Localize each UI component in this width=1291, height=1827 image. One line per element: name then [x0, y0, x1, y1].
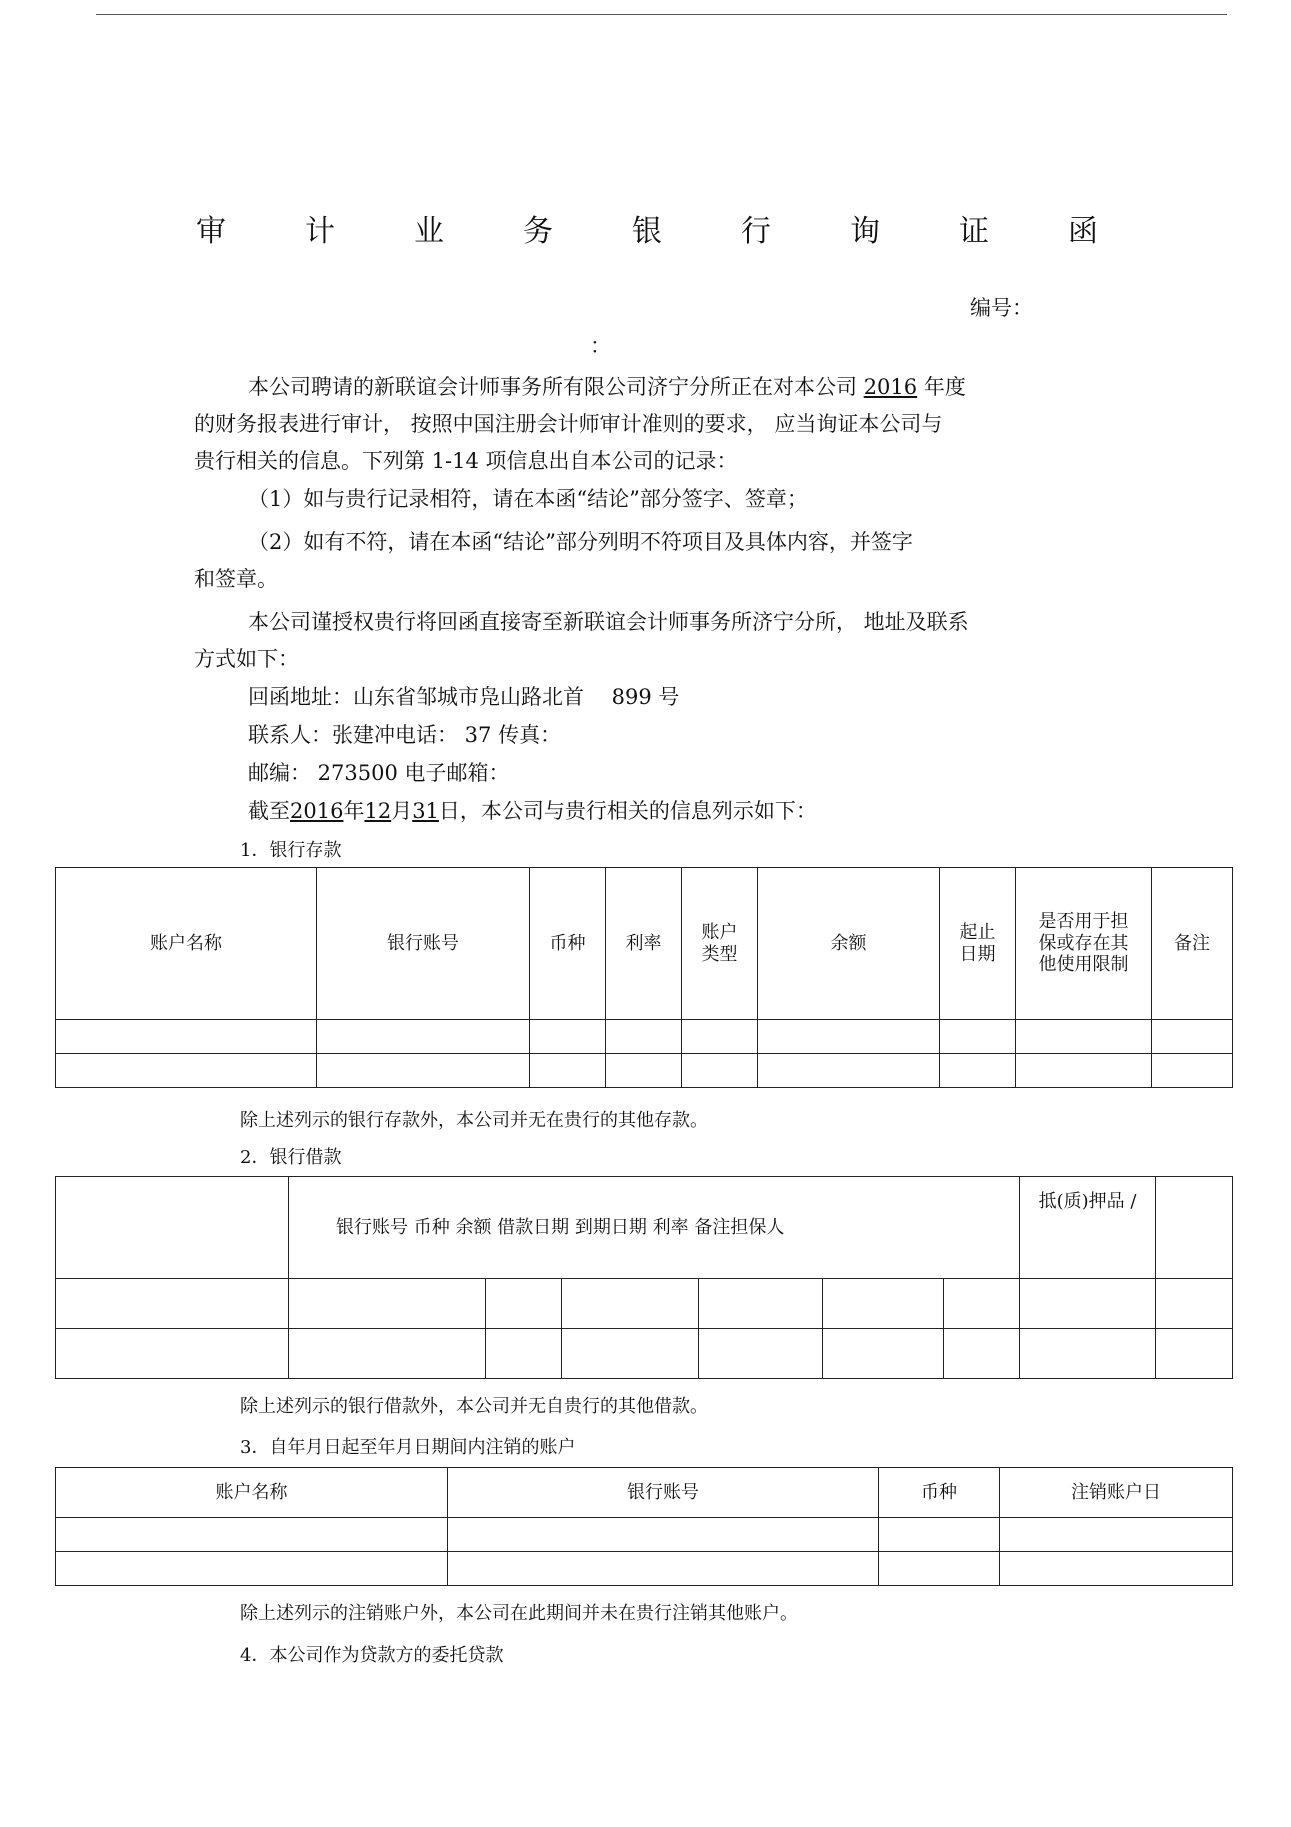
table-row: [56, 1020, 1233, 1054]
table-cell: [940, 1020, 1016, 1054]
section-2-note: 除上述列示的银行借款外，本公司并无自贵行的其他借款。: [240, 1396, 708, 1417]
table-cell: [699, 1329, 823, 1379]
table-cell: [944, 1329, 1020, 1379]
intro-line-1-text: 本公司聘请的新联谊会计师事务所有限公司济宁分所正在对本公司: [248, 375, 857, 399]
instruction-2-cont: 和签章。: [194, 567, 278, 591]
table-header-row: [56, 1468, 1233, 1518]
table-cell: [289, 1279, 486, 1329]
table-row: [56, 1279, 1233, 1329]
authorization-line-2: 方式如下：: [194, 647, 299, 671]
title-char: 计: [305, 214, 335, 249]
title-char: 业: [414, 214, 444, 249]
table-cell: [1020, 1329, 1156, 1379]
closed-accounts-table: [55, 1467, 1233, 1586]
header-account-type: [682, 868, 758, 1020]
header-bank-account: 银行账号: [317, 868, 530, 1020]
table-cell: [940, 1054, 1016, 1088]
table-cell: [1152, 1020, 1233, 1054]
table-cell: [1016, 1020, 1152, 1054]
authorization-line-1: 本公司谨授权贵行将回函直接寄至新联谊会计师事务所济宁分所， 地址及联系: [248, 610, 969, 634]
table-cell: [1152, 1054, 1233, 1088]
table-cell: [682, 1054, 758, 1088]
as-of-suffix: 日，本公司与贵行相关的信息列示如下：: [438, 799, 817, 823]
title-char: 银: [632, 214, 662, 249]
page-title: [196, 206, 1096, 250]
table-row: [56, 1329, 1233, 1379]
table-cell: [606, 1020, 682, 1054]
header-pledge-2: 保或存在其: [1038, 932, 1129, 954]
table-cell: [56, 1518, 448, 1552]
table-cell: [1000, 1552, 1233, 1586]
section-3-title: 3．自年月日起至年月日期间内注销的账户: [240, 1437, 576, 1458]
intro-line-1-tail: 年度: [923, 375, 966, 399]
table-cell: [486, 1329, 562, 1379]
contact-info: 联系人：张建冲电话： 37 传真：: [248, 723, 562, 747]
table-cell: [56, 1020, 317, 1054]
table-cell: [486, 1279, 562, 1329]
intro-line-3: 贵行相关的信息。下列第 1-14 项信息出自本公司的记录：: [194, 449, 738, 473]
header-dates: [940, 868, 1016, 1020]
as-of-statement: [248, 799, 817, 824]
table-cell: [606, 1054, 682, 1088]
table-cell: [448, 1518, 879, 1552]
deposit-table: [55, 867, 1233, 1088]
audit-year: 2016: [863, 375, 918, 399]
header-currency: 币种: [530, 868, 606, 1020]
loan-header-labels: 银行账号 币种 余额 借款日期 到期日期 利率 备注担保人: [289, 1177, 1020, 1279]
title-char: 行: [741, 214, 771, 249]
section-4-title: 4．本公司作为贷款方的委托贷款: [240, 1645, 504, 1666]
reply-address: 回函地址：山东省邹城市凫山路北首 899 号: [248, 685, 680, 709]
table-row: [56, 1518, 1233, 1552]
title-char: 务: [523, 214, 553, 249]
as-of-prefix: 截至: [248, 799, 290, 823]
as-of-year: 2016: [290, 799, 344, 823]
as-of-month-unit: 月: [391, 799, 413, 823]
table-cell: [758, 1020, 940, 1054]
table-cell: [448, 1552, 879, 1586]
table-cell: [1020, 1279, 1156, 1329]
header-collateral: 抵(质)押品 /: [1020, 1177, 1156, 1279]
section-1-note: 除上述列示的银行存款外，本公司并无在贵行的其他存款。: [240, 1110, 708, 1131]
loan-table: [55, 1176, 1233, 1379]
table-cell: [823, 1329, 944, 1379]
table-cell: [562, 1329, 699, 1379]
header-balance: 余额: [758, 868, 940, 1020]
header-dates-1: 起止: [959, 921, 996, 943]
table-cell: [562, 1279, 699, 1329]
as-of-year-unit: 年: [343, 799, 365, 823]
section-1-title: 1．银行存款: [240, 840, 342, 861]
header-account-type-1: 账户: [701, 921, 738, 943]
title-char: 询: [850, 214, 880, 249]
header-bank-account: 银行账号: [448, 1468, 879, 1518]
table-cell: [530, 1020, 606, 1054]
table-cell: [289, 1329, 486, 1379]
intro-line-2: 的财务报表进行审计， 按照中国注册会计师审计准则的要求， 应当询证本公司与: [194, 412, 943, 436]
table-cell: [1000, 1518, 1233, 1552]
table-cell: [56, 1054, 317, 1088]
top-rule: [96, 14, 1227, 15]
header-pledge-3: 他使用限制: [1038, 954, 1129, 976]
header-account-name: 账户名称: [56, 868, 317, 1020]
header-account-type-2: 类型: [701, 943, 738, 965]
table-header-row: [56, 1177, 1233, 1279]
table-cell: [530, 1054, 606, 1088]
table-cell: [758, 1054, 940, 1088]
table-cell: [56, 1279, 289, 1329]
header-rate: 利率: [606, 868, 682, 1020]
table-row: [56, 1054, 1233, 1088]
intro-line-1: [248, 375, 966, 400]
header-pledge: [1016, 868, 1152, 1020]
table-cell: [1156, 1279, 1233, 1329]
table-cell: [1156, 1177, 1233, 1279]
table-cell: [699, 1279, 823, 1329]
table-cell: [317, 1020, 530, 1054]
title-char: 证: [959, 214, 989, 249]
title-char: 函: [1068, 214, 1098, 249]
table-cell: [823, 1279, 944, 1329]
header-account-name: 账户名称: [56, 1468, 448, 1518]
table-cell: [317, 1054, 530, 1088]
table-cell: [1016, 1054, 1152, 1088]
table-cell: [879, 1552, 1000, 1586]
table-cell: [879, 1518, 1000, 1552]
title-char: 审: [196, 214, 226, 249]
header-currency: 币种: [879, 1468, 1000, 1518]
number-label: 编号：: [970, 296, 1033, 320]
table-row: [56, 1552, 1233, 1586]
table-cell: [56, 1329, 289, 1379]
table-cell: [944, 1279, 1020, 1329]
instruction-1: （1）如与贵行记录相符，请在本函“结论”部分签字、签章；: [248, 487, 808, 511]
instruction-2: （2）如有不符，请在本函“结论”部分列明不符项目及具体内容，并签字: [248, 530, 913, 554]
addressee-colon: ：: [590, 334, 611, 358]
header-pledge-1: 是否用于担: [1038, 911, 1129, 933]
header-closed-date: 注销账户日: [1000, 1468, 1233, 1518]
table-cell: [56, 1177, 289, 1279]
table-cell: [56, 1552, 448, 1586]
header-dates-2: 日期: [959, 943, 996, 965]
section-3-note: 除上述列示的注销账户外，本公司在此期间并未在贵行注销其他账户。: [240, 1603, 798, 1624]
as-of-day: 31: [412, 799, 439, 823]
as-of-month: 12: [364, 799, 392, 823]
table-header-row: [56, 868, 1233, 1020]
header-remarks: 备注: [1152, 868, 1233, 1020]
table-cell: [1156, 1329, 1233, 1379]
table-cell: [682, 1020, 758, 1054]
postal-info: 邮编： 273500 电子邮箱：: [248, 761, 510, 785]
section-2-title: 2．银行借款: [240, 1147, 342, 1168]
